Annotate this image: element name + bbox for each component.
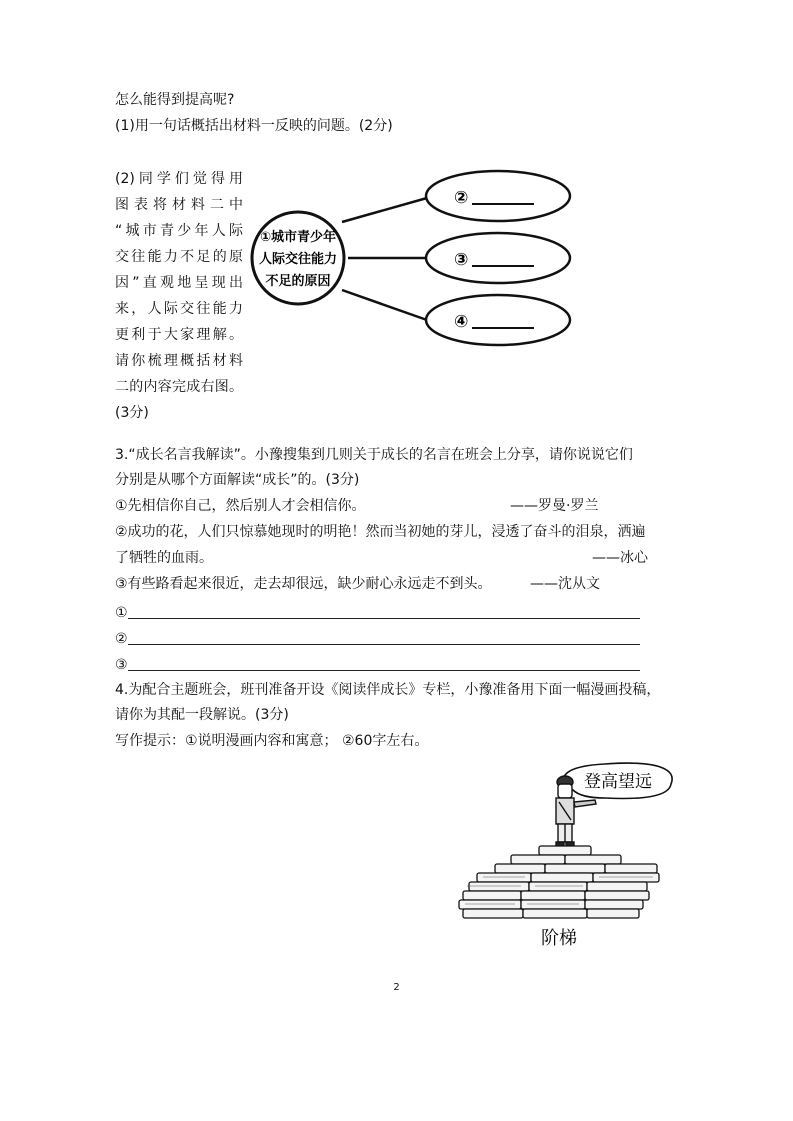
answer-label-3: ③	[115, 657, 128, 673]
branch-oval-2	[426, 171, 570, 221]
quote-3-source: ——沈从文	[530, 576, 600, 592]
q2-line: 来，人际交往能力	[115, 301, 243, 317]
q2-line: 交往能力不足的原	[115, 249, 243, 265]
question-3-prompt: 3.“成长名言我解读”。小豫搜集到几则关于成长的名言在班会上分享，请你说说它们	[115, 447, 633, 463]
question-4-prompt: 4.为配合主题班会，班刊准备开设《阅读伴成长》专栏，小豫准备用下面一幅漫画投稿，	[115, 682, 661, 698]
center-label-line: ①城市青少年	[259, 230, 337, 245]
question-3-prompt: 分别是从哪个方面解读“成长”的。(3分)	[115, 472, 360, 488]
branch-label-3: ③	[454, 250, 469, 270]
question-2-text	[115, 166, 243, 426]
quote-2-cont: 了牺牲的血雨。	[115, 550, 213, 566]
answer-line-3[interactable]	[128, 670, 640, 671]
quote-2: ②成功的花，人们只惊慕她现时的明艳！然而当初她的芽儿，浸透了奋斗的泪泉，洒遍	[115, 524, 646, 540]
answer-label-2: ②	[115, 631, 128, 647]
speech-text: 登高望远	[584, 772, 652, 792]
cause-diagram	[244, 160, 584, 350]
question-4-prompt: 请你为其配一段解说。(3分)	[115, 707, 289, 723]
q2-line: (2)同学们觉得用	[115, 171, 243, 187]
q2-line: (3分)	[115, 405, 149, 421]
branch-oval-3	[426, 233, 570, 283]
book-stack	[459, 846, 659, 918]
comic-caption: 阶梯	[541, 928, 577, 949]
answer-line-1[interactable]	[128, 618, 640, 619]
page-number: 2	[393, 982, 400, 993]
branch-label-2: ②	[454, 188, 469, 208]
center-label-line: 人际交往能力	[258, 252, 338, 267]
quote-3: ③有些路看起来很近，走去却很远，缺少耐心永远走不到头。	[115, 576, 492, 592]
center-label-line: 不足的原因	[265, 274, 331, 289]
q2-line: 因”直观地呈现出	[115, 275, 243, 291]
q2-line: 图表将材料二中	[115, 197, 243, 213]
q2-line: 二的内容完成右图。	[115, 379, 243, 395]
quote-1: ①先相信你自己，然后别人才会相信你。	[115, 498, 366, 514]
intro-line: 怎么能得到提高呢?	[115, 92, 235, 108]
branch-label-4: ④	[454, 312, 469, 332]
comic-illustration	[455, 760, 680, 960]
q2-line: “城市青少年人际	[115, 223, 243, 239]
answer-label-1: ①	[115, 605, 128, 621]
speech-bubble	[559, 763, 672, 798]
q2-line: 请你梳理概括材料	[115, 353, 243, 369]
q2-line: 更利于大家理解。	[115, 327, 243, 343]
branch-oval-4	[426, 295, 570, 345]
answer-line-2[interactable]	[128, 644, 640, 645]
writing-hint: 写作提示：①说明漫画内容和寓意； ②60字左右。	[115, 733, 429, 749]
quote-1-source: ——罗曼·罗兰	[510, 498, 599, 514]
quote-2-source: ——冰心	[592, 550, 648, 566]
question-1: (1)用一句话概括出材料一反映的问题。(2分)	[115, 118, 393, 134]
